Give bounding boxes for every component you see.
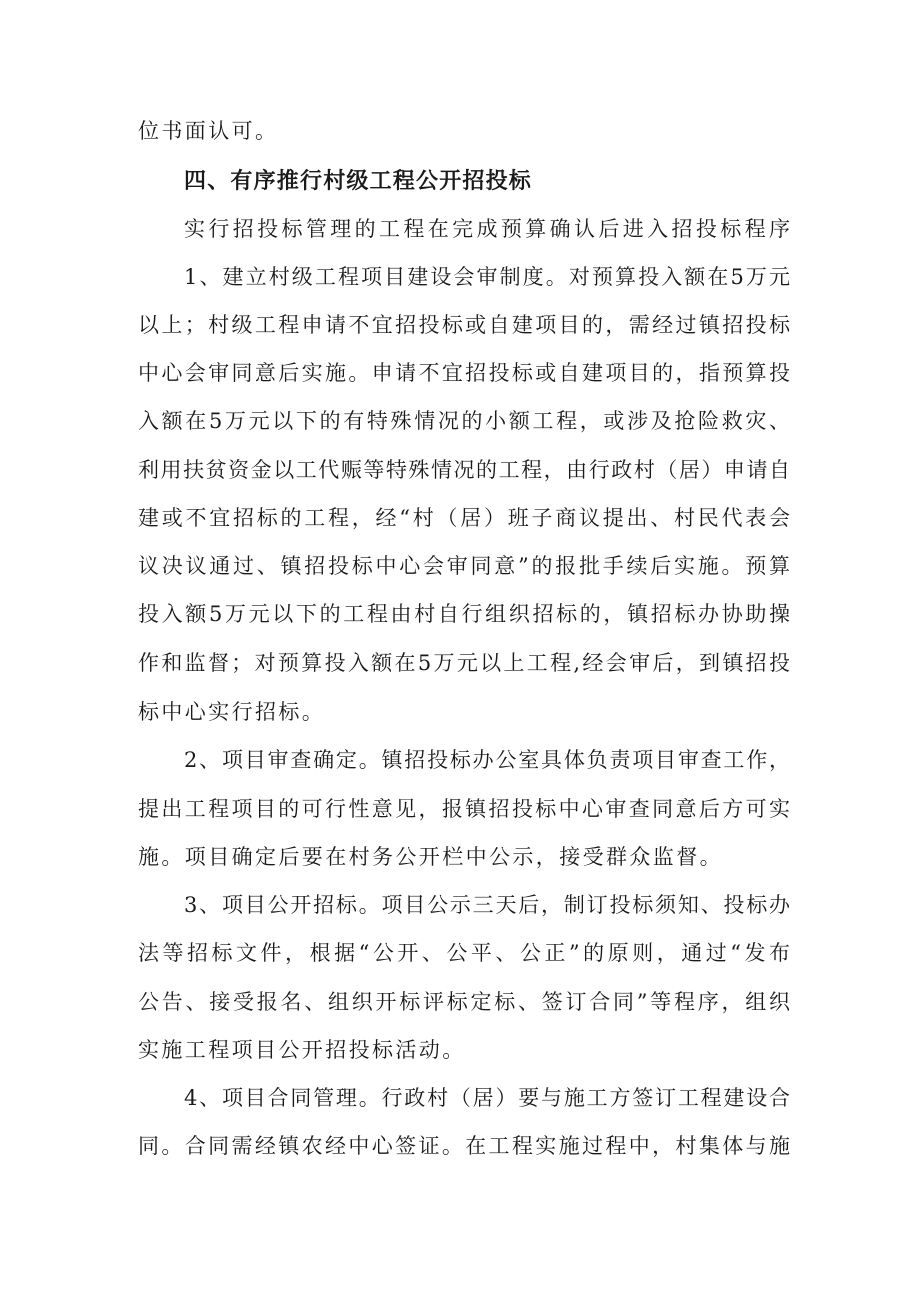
- item-3-line-2: 法等招标文件，根据“公开、公平、公正”的原则，通过“发布: [138, 941, 790, 965]
- item-2-line-1: 2、项目审查确定。镇招投标办公室具体负责项目审查工作，: [184, 748, 790, 772]
- item-1-line-5: 利用扶贫资金以工代赈等特殊情况的工程，由行政村（居）申请自: [138, 458, 790, 482]
- item-1-line-1: 1、建立村级工程项目建设会审制度。对预算投入额在5万元: [184, 265, 790, 289]
- section-heading: 四、有序推行村级工程公开招投标: [184, 169, 533, 194]
- item-1-line-10: 标中心实行招标。: [138, 700, 326, 724]
- item-1-line-8: 投入额5万元以下的工程由村自行组织招标的，镇招标办协助操: [138, 602, 790, 626]
- item-3-line-4: 实施工程项目公开招投标活动。: [138, 1038, 466, 1062]
- item-4-line-1: 4、项目合同管理。行政村（居）要与施工方签订工程建设合: [184, 1086, 790, 1110]
- item-1-line-2: 以上；村级工程申请不宜招投标或自建项目的，需经过镇招投标: [138, 313, 790, 337]
- item-1-line-6: 建或不宜招标的工程，经“村（居）班子商议提出、村民代表会: [138, 506, 790, 530]
- item-1-line-9: 作和监督；对预算投入额在5万元以上工程,经会审后，到镇招投: [138, 651, 790, 675]
- item-1-line-3: 中心会审同意后实施。申请不宜招投标或自建项目的，指预算投: [138, 361, 790, 385]
- item-2-line-2: 提出工程项目的可行性意见，报镇招投标中心审查同意后方可实: [138, 797, 790, 821]
- item-4-line-2: 同。合同需经镇农经中心签证。在工程实施过程中，村集体与施: [138, 1134, 790, 1158]
- text-line-3: 实行招投标管理的工程在完成预算确认后进入招投标程序: [184, 217, 790, 241]
- item-1-line-7: 议决议通过、镇招投标中心会审同意”的报批手续后实施。预算: [138, 554, 790, 578]
- item-2-line-3: 施。项目确定后要在村务公开栏中公示，接受群众监督。: [138, 845, 723, 869]
- item-3-line-1: 3、项目公开招标。项目公示三天后，制订投标须知、投标办: [184, 893, 790, 917]
- item-1-line-4: 入额在5万元以下的有特殊情况的小额工程，或涉及抢险救灾、: [138, 409, 790, 433]
- item-3-line-3: 公告、接受报名、组织开标评标定标、签订合同”等程序，组织: [138, 990, 790, 1014]
- text-line-1: 位书面认可。: [138, 119, 279, 143]
